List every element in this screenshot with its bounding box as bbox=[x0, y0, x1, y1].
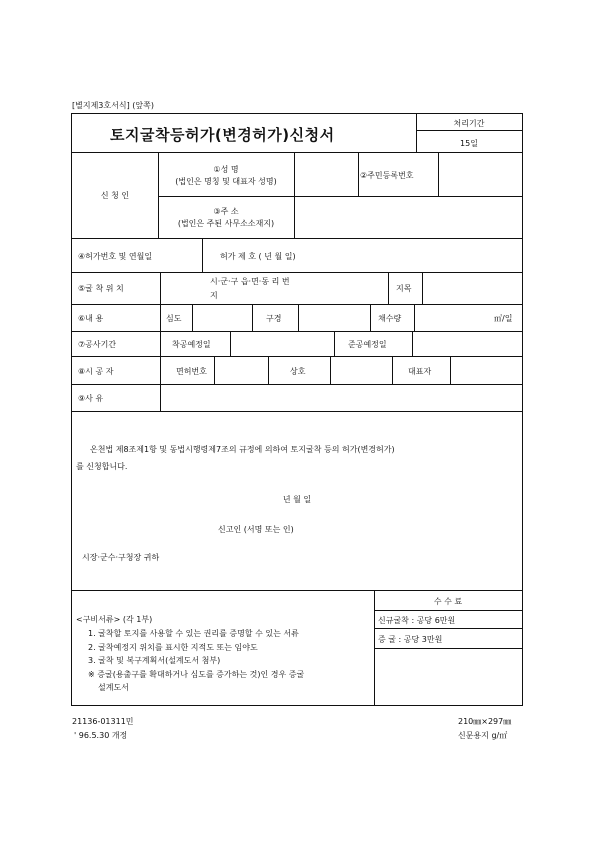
name-divider bbox=[294, 152, 295, 196]
extraction-label: 채수량 bbox=[378, 314, 402, 323]
processing-divider bbox=[416, 130, 522, 131]
document-item-2: 2. 굴착예정지 위치를 표시한 지적도 또는 임야도 bbox=[88, 643, 258, 652]
name-sublabel: (법인은 명칭 및 대표자 성명) bbox=[175, 177, 277, 186]
form-code: 21136-01311민 bbox=[72, 717, 134, 726]
fee-extra-dig: 증 굴 : 공당 3만원 bbox=[378, 635, 443, 644]
permit-label: ④허가번호 및 연월일 bbox=[78, 252, 153, 261]
reason-label: ⑨사 유 bbox=[78, 394, 104, 403]
label-column-divider bbox=[160, 304, 161, 411]
fee-title: 수 수 료 bbox=[433, 597, 463, 606]
location-label: ⑤굴 착 위 치 bbox=[78, 284, 124, 293]
diameter-label: 구경 bbox=[266, 314, 282, 323]
document-item-5: 설계도서 bbox=[98, 683, 129, 692]
regno-label: ②주민등록번호 bbox=[360, 171, 414, 180]
contractor-bottom-line bbox=[72, 384, 522, 385]
document-item-4: ※ 증굴(용출구를 확대하거나 심도를 증가하는 것)인 경우 증굴 bbox=[88, 670, 305, 679]
extraction-unit: ㎥/일 bbox=[494, 314, 513, 323]
location-value-line1: 시·군·구 읍·면·동 리 번 bbox=[210, 277, 290, 286]
addressee: 시장·군수·구청장 귀하 bbox=[82, 553, 160, 562]
form-title: 토지굴착등허가(변경허가)신청서 bbox=[110, 126, 335, 144]
diameter-divider bbox=[298, 304, 299, 331]
form-number-label: [별지제3호서식] (앞쪽) bbox=[72, 101, 154, 110]
land-divider-right bbox=[422, 272, 423, 304]
applicant-label: 신 청 인 bbox=[100, 191, 130, 200]
location-divider bbox=[160, 272, 161, 304]
company-divider bbox=[330, 356, 331, 384]
license-divider bbox=[214, 356, 215, 384]
processing-period-label: 처리기간 bbox=[453, 119, 485, 128]
fee-new-dig: 신규굴착 : 공당 6만원 bbox=[378, 616, 456, 625]
start-value-divider bbox=[334, 331, 335, 356]
fee-column-divider bbox=[374, 590, 375, 705]
document-item-3: 3. 굴착 및 복구계획서(설계도서 첨부) bbox=[88, 656, 221, 665]
license-value-divider bbox=[268, 356, 269, 384]
end-planned-label: 준공예정일 bbox=[348, 340, 387, 349]
documents-title: <구비서류> (각 1부) bbox=[76, 615, 153, 624]
permit-bottom-line bbox=[72, 272, 522, 273]
date-line: 년 월 일 bbox=[282, 495, 312, 504]
paper-size: 210㎜×297㎜ bbox=[458, 717, 512, 726]
land-category-label: 지목 bbox=[396, 284, 412, 293]
applicant-label-divider bbox=[158, 152, 159, 238]
fee-title-line bbox=[374, 610, 522, 611]
company-name-label: 상호 bbox=[290, 367, 306, 376]
depth-value-divider bbox=[252, 304, 253, 331]
land-divider-left bbox=[388, 272, 389, 304]
document-item-1: 1. 굴착할 토지를 사용할 수 있는 권리를 증명할 수 있는 서류 bbox=[88, 629, 299, 638]
start-divider bbox=[230, 331, 231, 356]
statement-bottom-line bbox=[72, 590, 522, 591]
reason-bottom-line bbox=[72, 411, 522, 412]
address-divider bbox=[294, 196, 295, 238]
contractor-label: ⑧시 공 자 bbox=[78, 367, 114, 376]
content-bottom-line bbox=[72, 331, 522, 332]
address-sublabel: (법인은 주된 사무소소재지) bbox=[177, 219, 275, 228]
content-label: ⑥내 용 bbox=[78, 314, 104, 323]
revision-date: ' 96.5.30 개정 bbox=[74, 731, 128, 740]
representative-label: 대표자 bbox=[408, 367, 432, 376]
applicant-mid-line bbox=[158, 196, 522, 197]
applicant-signature-line: 신고인 (서명 또는 인) bbox=[218, 525, 294, 534]
statement-paragraph-2: 를 신청합니다. bbox=[76, 462, 128, 471]
title-divider bbox=[416, 114, 417, 152]
end-divider bbox=[412, 331, 413, 356]
fee-bottom-line bbox=[374, 648, 522, 649]
diameter-value-divider bbox=[370, 304, 371, 331]
license-no-label: 면허번호 bbox=[176, 367, 207, 376]
name-value-divider bbox=[358, 152, 359, 196]
start-planned-label: 착공예정일 bbox=[172, 340, 211, 349]
depth-label: 심도 bbox=[166, 314, 182, 323]
regno-divider bbox=[438, 152, 439, 196]
period-label: ⑦공사기간 bbox=[78, 340, 117, 349]
location-value-line2: 지 bbox=[210, 291, 218, 300]
processing-period-value: 15일 bbox=[460, 139, 478, 148]
address-label: ③주 소 bbox=[213, 207, 239, 216]
paper-type: 신문용지 g/㎡ bbox=[458, 731, 508, 740]
statement-paragraph-1: 온천법 제8조제1항 및 동법시행령제7조의 규정에 의하여 토지굴착 등의 허가(변경허가) bbox=[90, 445, 395, 454]
name-label: ①성 명 bbox=[213, 165, 239, 174]
depth-divider bbox=[192, 304, 193, 331]
location-bottom-line bbox=[72, 304, 522, 305]
applicant-bottom-line bbox=[72, 238, 522, 239]
company-value-divider bbox=[392, 356, 393, 384]
application-form bbox=[71, 113, 523, 706]
header-bottom-line bbox=[72, 152, 522, 153]
permit-divider bbox=[202, 238, 203, 272]
fee-row-line bbox=[374, 628, 522, 629]
period-bottom-line bbox=[72, 356, 522, 357]
permit-value: 허가 제 호 ( 년 월 일) bbox=[220, 252, 296, 261]
extraction-divider bbox=[414, 304, 415, 331]
representative-divider bbox=[450, 356, 451, 384]
